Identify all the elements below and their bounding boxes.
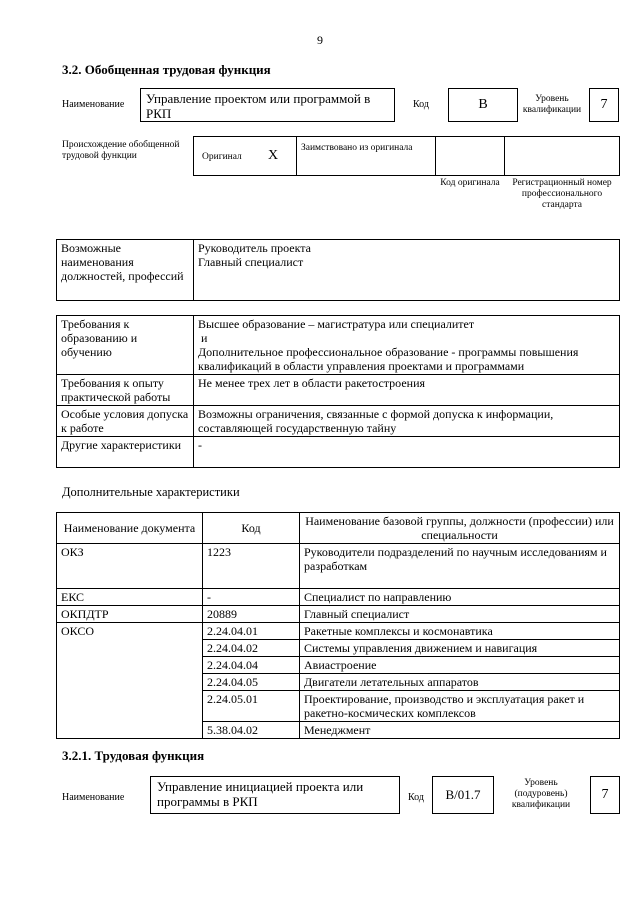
code-label: Код — [413, 99, 429, 110]
req-label: Требования к образованию и обучению — [57, 316, 194, 375]
additional-table — [56, 512, 620, 739]
positions-table — [56, 239, 620, 301]
row-name: Системы управления движением и навигация — [300, 640, 620, 657]
row-doc: ОКЗ — [57, 544, 203, 589]
code-original-cell — [435, 136, 505, 176]
original-label: Оригинал — [202, 152, 242, 162]
req-label: Особые условия допуска к работе — [57, 406, 194, 437]
origin-label: Происхождение обобщенной трудовой функции — [62, 140, 180, 161]
row-code: 2.24.04.01 — [203, 623, 300, 640]
req-line: и — [198, 331, 208, 345]
name-value: Управление проектом или программой в РКП — [140, 88, 395, 122]
positions-values — [194, 240, 620, 301]
header-code: Код — [203, 513, 300, 544]
row-code: 5.38.04.02 — [203, 722, 300, 739]
original-mark: X — [268, 148, 279, 163]
subsection-title: 3.2.1. Трудовая функция — [62, 748, 205, 763]
page-number: 9 — [317, 33, 323, 47]
code-label-2: Код — [408, 792, 424, 803]
row-name: Специалист по направлению — [300, 589, 620, 606]
level-value: 7 — [589, 88, 619, 122]
name-label: Наименование — [62, 99, 125, 110]
name-value-2: Управление инициацией проекта или программы в РКП — [150, 776, 400, 814]
additional-title: Дополнительные характеристики — [62, 485, 240, 499]
code-original-label: Код оригинала — [440, 178, 500, 188]
position-item: Главный специалист — [198, 255, 304, 269]
level-label-2: Уровень (подуровень) квалификации — [511, 778, 571, 810]
code-value-2: B/01.7 — [432, 776, 494, 814]
row-name: Главный специалист — [300, 606, 620, 623]
req-value: Не менее трех лет в области ракетостроения — [194, 375, 620, 406]
req-line: Высшее образование – магистратура или специалитет — [198, 317, 475, 331]
row-doc: ЕКС — [57, 589, 203, 606]
header-doc: Наименование документа — [57, 513, 203, 544]
requirements-table — [56, 315, 620, 468]
name-label-2: Наименование — [62, 792, 125, 803]
original-cell — [193, 136, 297, 176]
row-name: Авиастроение — [300, 657, 620, 674]
req-value — [194, 316, 620, 375]
row-name: Двигатели летательных аппаратов — [300, 674, 620, 691]
req-value: - — [194, 437, 620, 468]
section-title: 3.2. Обобщенная трудовая функция — [62, 62, 271, 77]
reg-number-label: Регистрационный номер профессионального стандарта — [512, 178, 612, 210]
row-code: 1223 — [203, 544, 300, 589]
reg-number-cell — [504, 136, 620, 176]
row-code: 2.24.04.04 — [203, 657, 300, 674]
position-item: Руководитель проекта — [198, 241, 311, 255]
row-code: - — [203, 589, 300, 606]
req-label: Требования к опыту практической работы — [57, 375, 194, 406]
row-code: 2.24.04.05 — [203, 674, 300, 691]
row-code: 2.24.04.02 — [203, 640, 300, 657]
row-name: Руководители подразделений по научным исследованиям и разработкам — [300, 544, 620, 589]
row-code: 20889 — [203, 606, 300, 623]
row-doc: ОКСО — [57, 623, 203, 739]
req-line: Дополнительное профессиональное образование - программы повышения квалификаций в области управления проектами и программами — [198, 345, 579, 373]
req-value: Возможны ограничения, связанные с формой допуска к информации, составляющей государственную тайну — [194, 406, 620, 437]
req-label: Другие характеристики — [57, 437, 194, 468]
row-code: 2.24.05.01 — [203, 691, 300, 722]
code-value: B — [448, 88, 518, 122]
positions-label: Возможные наименования должностей, профессий — [57, 240, 194, 301]
row-name: Менеджмент — [300, 722, 620, 739]
header-name: Наименование базовой группы, должности (профессии) или специальности — [300, 513, 620, 544]
row-name: Проектирование, производство и эксплуатация ракет и ракетно-космических комплексов — [300, 691, 620, 722]
row-doc: ОКПДТР — [57, 606, 203, 623]
level-label: Уровень квалификации — [522, 94, 582, 115]
row-name: Ракетные комплексы и космонавтика — [300, 623, 620, 640]
level-value-2: 7 — [590, 776, 620, 814]
borrowed-label: Заимствовано из оригинала — [296, 136, 436, 176]
